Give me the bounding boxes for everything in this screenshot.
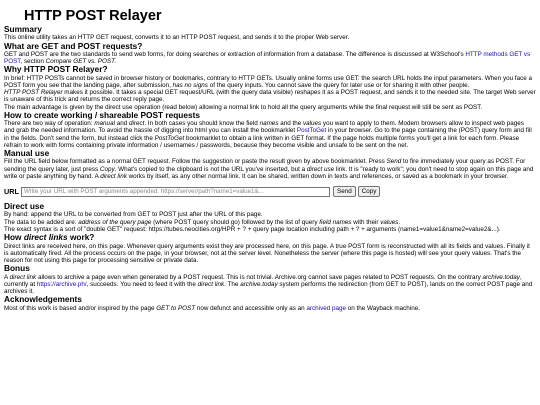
- how-direct-heading: How direct links work?: [4, 232, 95, 243]
- direct-use-paragraph-3: The exact syntax is a sort of "double GET" request: https://tubes.neocities.org/HPR + ? + query page location including path + ? + arguments (name1=value1&name2=value2&...).: [4, 225, 501, 233]
- http-methods-link[interactable]: HTTP methods GET vs POST: [4, 51, 531, 66]
- url-label: URL: [4, 186, 19, 196]
- page-title: HTTP POST Relayer: [24, 8, 162, 24]
- url-input[interactable]: [21, 187, 330, 197]
- why-paragraph-3: The main advantage is given by the direct use operation (read below) allowing a normal link to hold all the query arguments while the final request will still be sent as POST.: [4, 103, 483, 111]
- direct-use-heading: Direct use: [4, 201, 45, 212]
- copy-button[interactable]: Copy: [358, 186, 381, 197]
- manual-use-heading: Manual use: [4, 148, 50, 159]
- how-direct-text: Direct links are received here, on this page. Whenever query arguments exist they are processed here, on this page. A true POST form is reconstructed with all its fields and values. Finally it is automatically fired. All the process occurs on the page, in your browser, not at the server level. Nonetheless the server (where this page is hosted) will see your query values. That's the reason for not using this page for processing sensitive or private data.: [4, 242, 530, 264]
- url-form: [4, 185, 536, 198]
- direct-use-paragraph-1: By hand: append the URL to be converted from GET to POST just after the URL of this page.: [4, 211, 263, 219]
- what-text: GET and POST are the two standards to send web forms, for doing searches or extraction of information from a database. The difference is discussed at W3School's HTTP methods GET vs POST, section Compare GET vs. POST.: [4, 51, 531, 66]
- ack-text: Most of this work is based and/or inspired by the page GET to POST now defunct and accessible only as an archived page on the Wayback machine.: [4, 304, 420, 312]
- bonus-heading: Bonus: [4, 263, 30, 274]
- manual-use-text: Fill the URL field below formatted as a normal GET request. Follow the suggestion or paste the result given by above bookmarklet. Press Send to fire immediately your query as POST. For sending the query later, just press Copy. What's copied to the clipboard is not the URL you've inserted, but a direct use link. It is "ready to work"; you don't need to stop again on this page and write or paste anything by hand. A direct link works by itself, as any other normal link. It can be shared, written down in texts and references, or saved as a bookmark in your browser.: [4, 158, 534, 180]
- why-heading: Why HTTP POST Relayer?: [4, 64, 108, 75]
- bonus-text: A direct link allows to archive a page even when generated by a POST request. This is not trivial. Archive.org cannot save pages related to POST requests. On the contrary archive.today, currently at https://archive.ph/, succeeds. You need to feed it with the direct link. The archive.today system performs the redirection (from GET to POST), lands on the correct POST page and archives it.: [4, 273, 533, 295]
- what-heading: What are GET and POST requests?: [4, 40, 143, 51]
- howto-heading: How to create working / shareable POST requests: [4, 109, 200, 120]
- why-paragraph-1: In brief: HTTP POSTs cannot be saved in browser history or bookmarks, contrary to HTTP GETs. Usually online forms use GET: the search URL holds the input parameters. When you face a POST form you see that the landing page, after submission, has no signs of the query inputs. You cannot save the query for later use or for sharing it with other people.: [4, 74, 532, 90]
- direct-use-paragraph-2: The data to be added are: address of the query page (where POST query should go) followed by the list of query field names with their values.: [4, 218, 401, 226]
- send-button[interactable]: Send: [333, 186, 356, 197]
- summary-text: This online utility takes an HTTP GET request, converts it to an HTTP POST request, and sends it to the proper Web server.: [4, 34, 350, 42]
- summary-heading: Summary: [4, 24, 42, 34]
- ack-heading: Acknowledgements: [4, 294, 82, 305]
- archived-page-link[interactable]: archived page: [306, 304, 346, 312]
- posttoget-link[interactable]: PostToGet: [296, 127, 327, 135]
- archive-ph-link[interactable]: https://archive.ph/: [36, 280, 87, 288]
- why-paragraph-2: HTTP POST Relayer makes it possible. It takes a special GET request/URL (with the query data visible) reshapes it as a POST request, and sends it to the needed site. The target Web server is unaware of this trick and returns the correct reply page.: [4, 89, 536, 104]
- howto-text: There are two way of operation: manual and direct. In both cases you should know the field names and the values you want to apply to them. Modern browsers allow to inspect web pages and grab the needed information. To avoid the hassle of digging into html you can install the bookmarklet PostToGet in your browser. Go to the page containing the (POST) query form and fill in the fields. Don't send the form, but instead click the PostToGet bookmarklet to obtain a link written in GET format. If the page holds multiple forms you'll get a link for each form. Please refrain to work with forms containing private information / usernames / passwords, because they become visible and unsafe to be sent on the net.: [4, 120, 532, 149]
